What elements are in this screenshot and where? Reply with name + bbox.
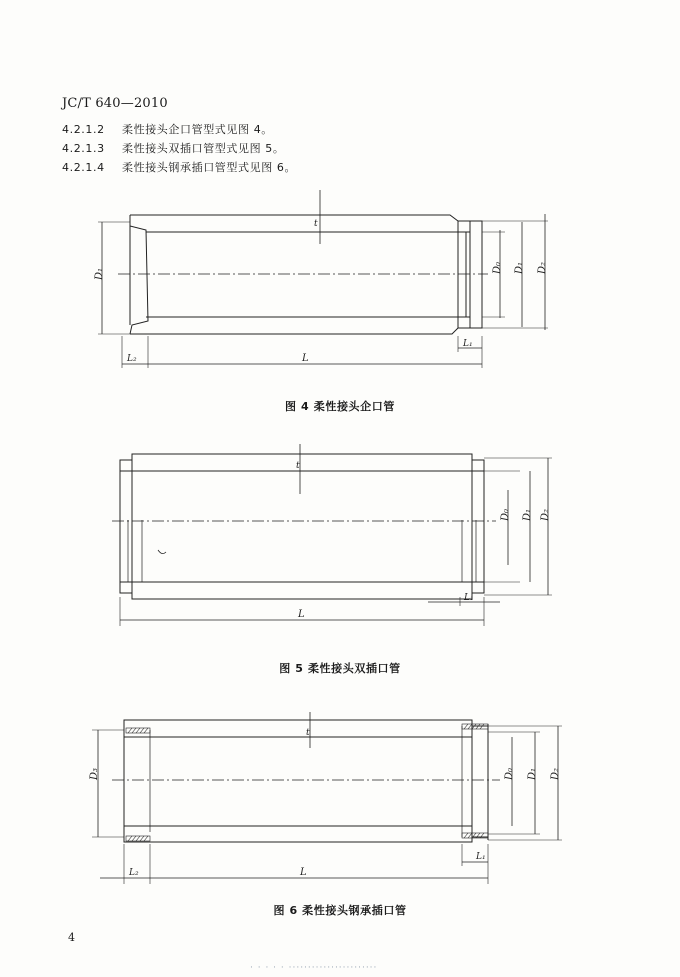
footer-dots: · · · · · ·······················	[250, 963, 378, 973]
dim-label: D₁	[527, 767, 538, 780]
figure-4-caption: 图 4 柔性接头企口管	[285, 400, 395, 413]
dim-label: D₁	[522, 508, 533, 521]
clause-number: 4.2.1.2	[62, 123, 105, 136]
dim-label: D₀	[500, 508, 511, 521]
dim-label: D₁	[514, 261, 525, 274]
page-number: 4	[68, 931, 75, 944]
figure-6-caption: 图 6 柔性接头钢承插口管	[273, 904, 407, 917]
dim-label: L	[300, 867, 307, 878]
dim-label: D₀	[504, 767, 515, 780]
dim-label: L₁	[463, 339, 473, 349]
dim-label: D₀	[492, 261, 503, 274]
figure-5-caption: 图 5 柔性接头双插口管	[279, 662, 401, 675]
dim-label: t	[306, 728, 310, 738]
clause-number: 4.2.1.3	[62, 142, 105, 155]
dim-label: L₂	[129, 868, 139, 878]
dim-label: L₂	[127, 354, 137, 364]
dim-label: L	[298, 609, 305, 620]
clause-text: 柔性接头钢承插口管型式见图 6。	[122, 161, 297, 174]
running-header: JC/T 640—2010	[62, 96, 168, 111]
dim-label: L₁	[476, 852, 486, 862]
clause-number: 4.2.1.4	[62, 161, 105, 174]
dim-label: D₁	[94, 267, 105, 280]
clause-text: 柔性接头企口管型式见图 4。	[122, 123, 273, 136]
dim-label: D₃	[89, 767, 100, 780]
dim-label: D₂	[550, 767, 561, 780]
dim-label: D₂	[537, 261, 548, 274]
dim-label: D₂	[540, 508, 551, 521]
dim-label: t	[296, 461, 300, 471]
dim-label: L	[302, 353, 309, 364]
dim-label: t	[314, 219, 318, 229]
clause-text: 柔性接头双插口管型式见图 5。	[122, 142, 285, 155]
dim-label: L₁	[464, 593, 474, 603]
